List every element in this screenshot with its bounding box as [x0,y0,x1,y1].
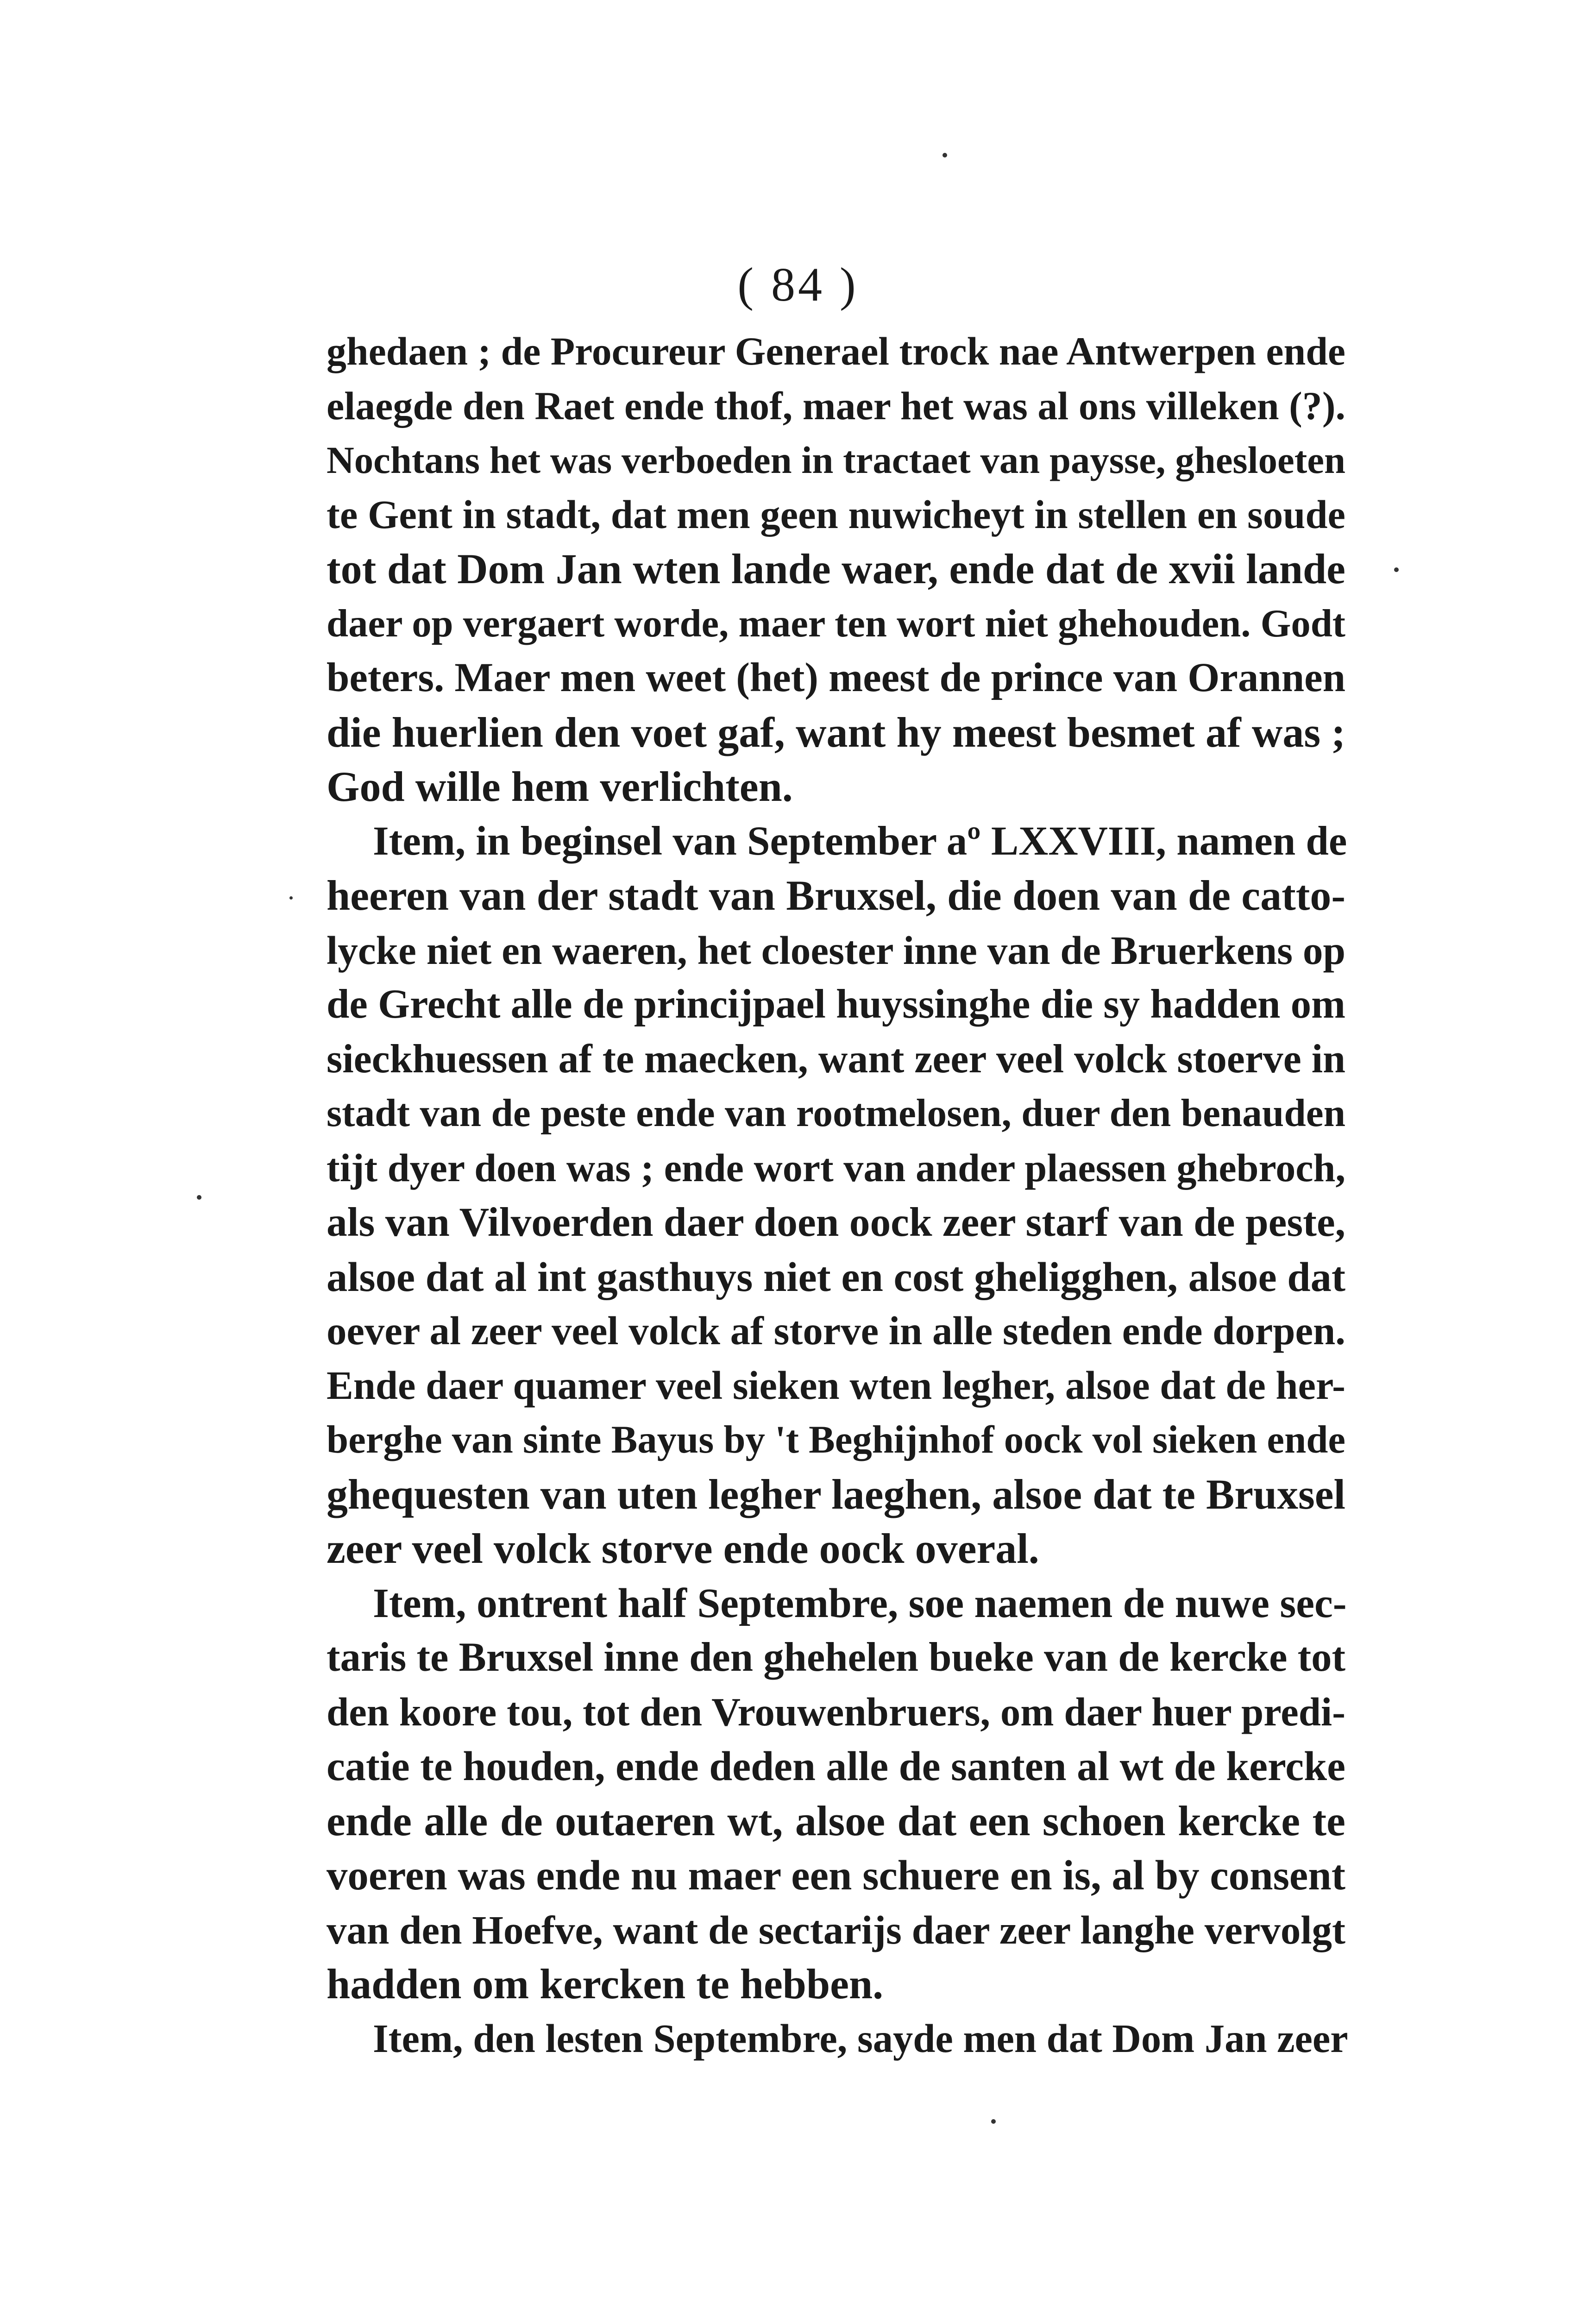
text-line: voeren was ende nu maer een schuere en is, al by consent [327,1852,1346,1899]
page-number: ( 84 ) [737,258,859,311]
text-line: stadt van de peste ende van rootmelosen, duer den benauden [327,1091,1345,1135]
text-line: sieckhuessen af te maecken, want zeer veel volck stoerve in [327,1036,1345,1082]
body-text [327,324,1348,2066]
text-line: te Gent in stadt, dat men geen nuwicheyt in stellen en soude [327,492,1345,537]
paragraph [327,1576,1345,2012]
text-line: Item, den lesten Septembre, sayde men dat Dom Jan zeer [373,2016,1348,2061]
text-line: de Grecht alle de princijpael huyssinghe die sy hadden om [327,982,1345,1027]
print-speck [943,153,947,157]
text-line: die huerlien den voet gaf, want hy meest besmet af was ; [327,708,1345,756]
text-line: tot dat Dom Jan wten lande waer, ende dat de xvii lande [327,545,1345,592]
text-line: berghe van sinte Bayus by 't Beghijnhof oock vol sieken ende [327,1418,1345,1461]
text-line: Nochtans het was verboeden in tractaet van paysse, ghesloeten [327,439,1345,481]
text-line: ende alle de outaeren wt, alsoe dat een schoen kercke te [327,1797,1345,1844]
text-line: tijt dyer doen was ; ende wort van ander plaessen ghebroch, [327,1145,1345,1190]
text-line: Ende daer quamer veel sieken wten legher, alsoe dat de her- [327,1363,1345,1408]
text-line: taris te Bruxsel inne den ghehelen bueke van de kercke tot [327,1635,1345,1680]
text-line: daer op vergaert worde, maer ten wort niet ghehouden. Godt [327,602,1345,645]
text-line: hadden om kercken te hebben. [327,1960,884,2008]
text-line: ghequesten van uten legher laeghen, alsoe dat te Bruxsel [327,1470,1345,1518]
paragraph [327,2012,1348,2066]
text-line: Item, in beginsel van September aº LXXVIII, namen de [373,818,1347,864]
text-line: Item, ontrent half Septembre, soe naemen de nuwe sec- [373,1580,1347,1626]
print-speck [197,1195,201,1200]
print-speck [991,2119,996,2124]
print-speck [1394,567,1399,572]
text-line: God wille hem verlichten. [327,763,793,810]
text-line: beters. Maer men weet (het) meest de prince van Orannen [327,655,1345,700]
print-speck [289,896,293,900]
text-line: den koore tou, tot den Vrouwenbruers, om daer huer predi- [327,1689,1345,1734]
paragraph [327,324,1345,814]
text-line: zeer veel volck storve ende oock overal. [327,1525,1039,1572]
text-line: oever al zeer veel volck af storve in alle steden ende dorpen. [327,1309,1345,1353]
text-line: catie te houden, ende deden alle de santen al wt de kercke [327,1743,1345,1789]
text-line: lycke niet en waeren, het cloester inne van de Bruerkens op [327,927,1346,973]
paragraph [327,814,1345,1576]
text-line: heeren van der stadt van Bruxsel, die doen van de catto- [327,872,1345,919]
text-line: elaegde den Raet ende thof, maer het was al ons villeken (?). [327,383,1345,428]
text-line: als van Vilvoerden daer doen oock zeer starf van de peste, [327,1199,1345,1245]
text-line: van den Hoefve, want de sectarijs daer zeer langhe vervolgt [327,1907,1345,1952]
text-line: alsoe dat al int gasthuys niet en cost gheligghen, alsoe dat [327,1253,1345,1300]
text-line: ghedaen ; de Procureur Generael trock nae Antwerpen ende [327,329,1345,373]
